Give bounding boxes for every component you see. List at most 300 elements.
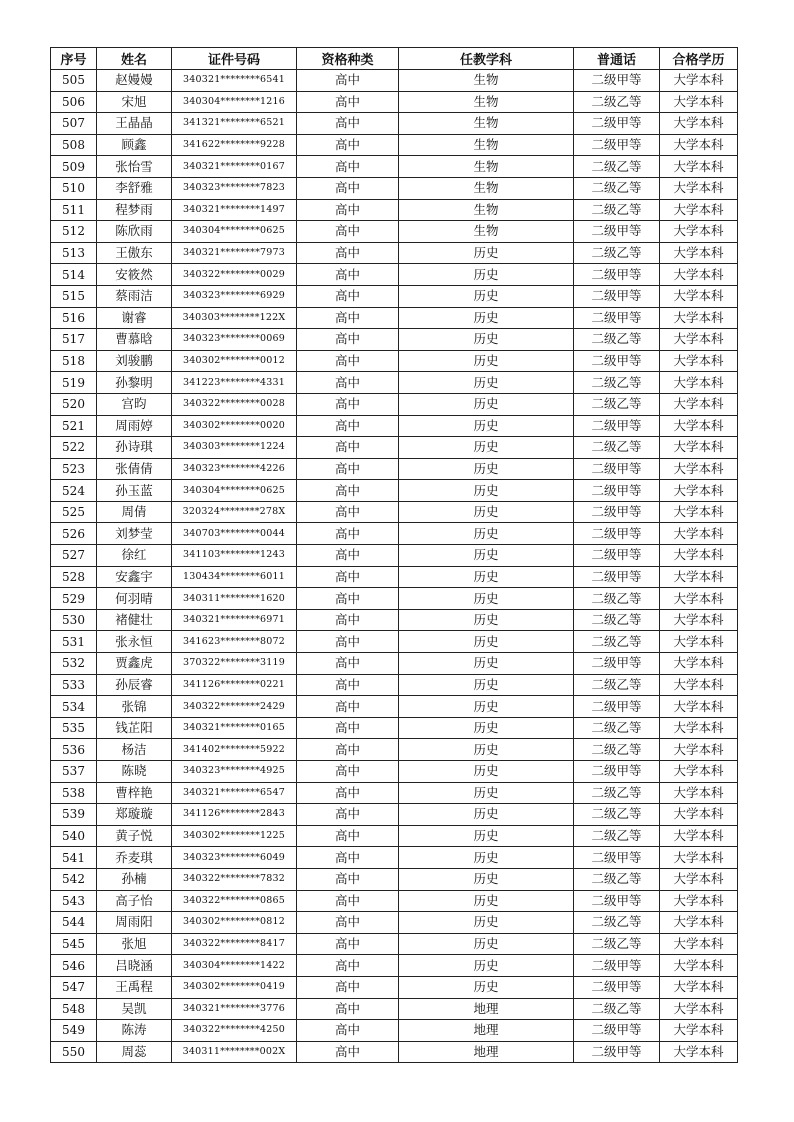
qualification-type-cell: 高中	[297, 1020, 399, 1042]
serial-cell: 530	[51, 609, 97, 631]
qualification-type-cell: 高中	[297, 825, 399, 847]
education-cell: 大学本科	[660, 307, 738, 329]
education-cell: 大学本科	[660, 480, 738, 502]
subject-cell: 历史	[399, 653, 574, 675]
qualification-type-cell: 高中	[297, 523, 399, 545]
qualification-type-cell: 高中	[297, 458, 399, 480]
id-number-cell: 340322********2429	[172, 696, 297, 718]
qualification-type-cell: 高中	[297, 545, 399, 567]
id-number-cell: 340304********0625	[172, 221, 297, 243]
mandarin-level-cell: 二级乙等	[574, 372, 660, 394]
education-cell: 大学本科	[660, 91, 738, 113]
qualification-type-cell: 高中	[297, 609, 399, 631]
mandarin-level-cell: 二级乙等	[574, 998, 660, 1020]
name-cell: 程梦雨	[97, 199, 172, 221]
education-cell: 大学本科	[660, 631, 738, 653]
education-cell: 大学本科	[660, 1041, 738, 1063]
qualification-type-cell: 高中	[297, 264, 399, 286]
mandarin-level-cell: 二级乙等	[574, 717, 660, 739]
qualification-type-cell: 高中	[297, 113, 399, 135]
mandarin-level-cell: 二级乙等	[574, 804, 660, 826]
name-cell: 杨洁	[97, 739, 172, 761]
subject-cell: 历史	[399, 782, 574, 804]
qualification-type-cell: 高中	[297, 998, 399, 1020]
id-number-cell: 340323********7823	[172, 177, 297, 199]
id-number-cell: 340703********0044	[172, 523, 297, 545]
subject-cell: 历史	[399, 393, 574, 415]
subject-cell: 生物	[399, 156, 574, 178]
subject-cell: 历史	[399, 955, 574, 977]
serial-cell: 528	[51, 566, 97, 588]
qualification-type-cell: 高中	[297, 674, 399, 696]
id-number-cell: 340303********1224	[172, 437, 297, 459]
name-cell: 刘骏鹏	[97, 350, 172, 372]
serial-cell: 521	[51, 415, 97, 437]
table-row	[51, 998, 738, 1020]
table-row	[51, 285, 738, 307]
name-cell: 刘梦莹	[97, 523, 172, 545]
mandarin-level-cell: 二级乙等	[574, 156, 660, 178]
table-row	[51, 545, 738, 567]
mandarin-level-cell: 二级乙等	[574, 609, 660, 631]
id-number-cell: 340323********4925	[172, 761, 297, 783]
serial-cell: 531	[51, 631, 97, 653]
header-id-number: 证件号码	[172, 48, 297, 70]
id-number-cell: 341622********9228	[172, 134, 297, 156]
qualification-type-cell: 高中	[297, 70, 399, 92]
table-row	[51, 717, 738, 739]
education-cell: 大学本科	[660, 501, 738, 523]
education-cell: 大学本科	[660, 437, 738, 459]
subject-cell: 地理	[399, 998, 574, 1020]
qualification-type-cell: 高中	[297, 372, 399, 394]
name-cell: 顾鑫	[97, 134, 172, 156]
subject-cell: 历史	[399, 285, 574, 307]
mandarin-level-cell: 二级乙等	[574, 199, 660, 221]
subject-cell: 历史	[399, 847, 574, 869]
serial-cell: 508	[51, 134, 97, 156]
qualification-type-cell: 高中	[297, 566, 399, 588]
subject-cell: 生物	[399, 177, 574, 199]
id-number-cell: 341402********5922	[172, 739, 297, 761]
subject-cell: 历史	[399, 264, 574, 286]
header-name: 姓名	[97, 48, 172, 70]
serial-cell: 518	[51, 350, 97, 372]
serial-cell: 513	[51, 242, 97, 264]
mandarin-level-cell: 二级甲等	[574, 307, 660, 329]
id-number-cell: 341126********2843	[172, 804, 297, 826]
qualification-type-cell: 高中	[297, 134, 399, 156]
id-number-cell: 340322********7832	[172, 868, 297, 890]
serial-cell: 541	[51, 847, 97, 869]
name-cell: 孙诗琪	[97, 437, 172, 459]
mandarin-level-cell: 二级甲等	[574, 1041, 660, 1063]
name-cell: 吕晓涵	[97, 955, 172, 977]
table-row	[51, 912, 738, 934]
serial-cell: 506	[51, 91, 97, 113]
serial-cell: 510	[51, 177, 97, 199]
serial-cell: 511	[51, 199, 97, 221]
qualification-type-cell: 高中	[297, 739, 399, 761]
serial-cell: 543	[51, 890, 97, 912]
subject-cell: 历史	[399, 933, 574, 955]
mandarin-level-cell: 二级甲等	[574, 761, 660, 783]
qualification-type-cell: 高中	[297, 782, 399, 804]
mandarin-level-cell: 二级乙等	[574, 91, 660, 113]
qualification-type-cell: 高中	[297, 955, 399, 977]
qualification-type-cell: 高中	[297, 933, 399, 955]
id-number-cell: 370322********3119	[172, 653, 297, 675]
subject-cell: 历史	[399, 717, 574, 739]
id-number-cell: 340302********1225	[172, 825, 297, 847]
education-cell: 大学本科	[660, 696, 738, 718]
mandarin-level-cell: 二级甲等	[574, 523, 660, 545]
table-row	[51, 890, 738, 912]
education-cell: 大学本科	[660, 912, 738, 934]
subject-cell: 历史	[399, 868, 574, 890]
name-cell: 王禹程	[97, 976, 172, 998]
subject-cell: 历史	[399, 350, 574, 372]
table-row	[51, 437, 738, 459]
serial-cell: 535	[51, 717, 97, 739]
subject-cell: 历史	[399, 890, 574, 912]
mandarin-level-cell: 二级甲等	[574, 264, 660, 286]
mandarin-level-cell: 二级乙等	[574, 782, 660, 804]
id-number-cell: 340321********6541	[172, 70, 297, 92]
name-cell: 张倩倩	[97, 458, 172, 480]
id-number-cell: 340321********0165	[172, 717, 297, 739]
qualification-type-cell: 高中	[297, 350, 399, 372]
mandarin-level-cell: 二级乙等	[574, 739, 660, 761]
table-row	[51, 523, 738, 545]
mandarin-level-cell: 二级甲等	[574, 480, 660, 502]
education-cell: 大学本科	[660, 825, 738, 847]
id-number-cell: 340322********0865	[172, 890, 297, 912]
serial-cell: 549	[51, 1020, 97, 1042]
mandarin-level-cell: 二级甲等	[574, 696, 660, 718]
table-row	[51, 221, 738, 243]
education-cell: 大学本科	[660, 739, 738, 761]
mandarin-level-cell: 二级甲等	[574, 847, 660, 869]
subject-cell: 历史	[399, 674, 574, 696]
mandarin-level-cell: 二级乙等	[574, 177, 660, 199]
qualification-type-cell: 高中	[297, 156, 399, 178]
education-cell: 大学本科	[660, 523, 738, 545]
subject-cell: 历史	[399, 696, 574, 718]
table-row	[51, 177, 738, 199]
id-number-cell: 340302********0419	[172, 976, 297, 998]
subject-cell: 历史	[399, 912, 574, 934]
id-number-cell: 340323********4226	[172, 458, 297, 480]
header-subject: 任教学科	[399, 48, 574, 70]
qualification-type-cell: 高中	[297, 761, 399, 783]
subject-cell: 历史	[399, 609, 574, 631]
table-row	[51, 847, 738, 869]
table-row	[51, 933, 738, 955]
mandarin-level-cell: 二级乙等	[574, 393, 660, 415]
name-cell: 王晶晶	[97, 113, 172, 135]
name-cell: 陈晓	[97, 761, 172, 783]
id-number-cell: 340303********122X	[172, 307, 297, 329]
education-cell: 大学本科	[660, 890, 738, 912]
subject-cell: 地理	[399, 1020, 574, 1042]
qualification-type-cell: 高中	[297, 653, 399, 675]
id-number-cell: 340302********0020	[172, 415, 297, 437]
table-row	[51, 329, 738, 351]
serial-cell: 544	[51, 912, 97, 934]
mandarin-level-cell: 二级乙等	[574, 674, 660, 696]
id-number-cell: 340323********0069	[172, 329, 297, 351]
name-cell: 蔡雨洁	[97, 285, 172, 307]
serial-cell: 542	[51, 868, 97, 890]
subject-cell: 历史	[399, 480, 574, 502]
serial-cell: 525	[51, 501, 97, 523]
mandarin-level-cell: 二级甲等	[574, 890, 660, 912]
id-number-cell: 340321********1497	[172, 199, 297, 221]
qualification-type-cell: 高中	[297, 199, 399, 221]
qualification-type-cell: 高中	[297, 480, 399, 502]
serial-cell: 529	[51, 588, 97, 610]
serial-cell: 532	[51, 653, 97, 675]
education-cell: 大学本科	[660, 545, 738, 567]
qualification-type-cell: 高中	[297, 696, 399, 718]
table-row	[51, 70, 738, 92]
table-row	[51, 739, 738, 761]
education-cell: 大学本科	[660, 393, 738, 415]
id-number-cell: 340304********1216	[172, 91, 297, 113]
subject-cell: 历史	[399, 566, 574, 588]
id-number-cell: 340322********0029	[172, 264, 297, 286]
qualification-type-cell: 高中	[297, 912, 399, 934]
qualification-type-cell: 高中	[297, 285, 399, 307]
education-cell: 大学本科	[660, 177, 738, 199]
id-number-cell: 340322********4250	[172, 1020, 297, 1042]
mandarin-level-cell: 二级乙等	[574, 912, 660, 934]
mandarin-level-cell: 二级甲等	[574, 653, 660, 675]
serial-cell: 512	[51, 221, 97, 243]
table-row	[51, 307, 738, 329]
education-cell: 大学本科	[660, 717, 738, 739]
subject-cell: 生物	[399, 199, 574, 221]
education-cell: 大学本科	[660, 372, 738, 394]
name-cell: 高子怡	[97, 890, 172, 912]
mandarin-level-cell: 二级乙等	[574, 825, 660, 847]
education-cell: 大学本科	[660, 350, 738, 372]
table-row	[51, 199, 738, 221]
serial-cell: 509	[51, 156, 97, 178]
qualification-type-cell: 高中	[297, 415, 399, 437]
id-number-cell: 340304********0625	[172, 480, 297, 502]
name-cell: 宋旭	[97, 91, 172, 113]
qualification-type-cell: 高中	[297, 804, 399, 826]
qualification-type-cell: 高中	[297, 631, 399, 653]
mandarin-level-cell: 二级乙等	[574, 631, 660, 653]
mandarin-level-cell: 二级甲等	[574, 134, 660, 156]
qualification-type-cell: 高中	[297, 221, 399, 243]
serial-cell: 514	[51, 264, 97, 286]
mandarin-level-cell: 二级甲等	[574, 350, 660, 372]
serial-cell: 515	[51, 285, 97, 307]
subject-cell: 地理	[399, 1041, 574, 1063]
name-cell: 孙辰睿	[97, 674, 172, 696]
id-number-cell: 341126********0221	[172, 674, 297, 696]
id-number-cell: 341223********4331	[172, 372, 297, 394]
serial-cell: 539	[51, 804, 97, 826]
mandarin-level-cell: 二级甲等	[574, 501, 660, 523]
serial-cell: 538	[51, 782, 97, 804]
serial-cell: 545	[51, 933, 97, 955]
subject-cell: 历史	[399, 501, 574, 523]
table-row	[51, 91, 738, 113]
id-number-cell: 340323********6929	[172, 285, 297, 307]
id-number-cell: 340322********8417	[172, 933, 297, 955]
mandarin-level-cell: 二级乙等	[574, 933, 660, 955]
name-cell: 张锦	[97, 696, 172, 718]
id-number-cell: 340321********0167	[172, 156, 297, 178]
mandarin-level-cell: 二级乙等	[574, 868, 660, 890]
name-cell: 孙楠	[97, 868, 172, 890]
id-number-cell: 340321********6547	[172, 782, 297, 804]
table-row	[51, 609, 738, 631]
name-cell: 周雨阳	[97, 912, 172, 934]
qualification-type-cell: 高中	[297, 1041, 399, 1063]
subject-cell: 历史	[399, 631, 574, 653]
mandarin-level-cell: 二级乙等	[574, 329, 660, 351]
name-cell: 李舒雅	[97, 177, 172, 199]
name-cell: 钱芷阳	[97, 717, 172, 739]
name-cell: 乔麦琪	[97, 847, 172, 869]
education-cell: 大学本科	[660, 415, 738, 437]
serial-cell: 550	[51, 1041, 97, 1063]
mandarin-level-cell: 二级甲等	[574, 415, 660, 437]
name-cell: 郑璇璇	[97, 804, 172, 826]
subject-cell: 历史	[399, 739, 574, 761]
table-row	[51, 955, 738, 977]
name-cell: 黄子悦	[97, 825, 172, 847]
qualification-type-cell: 高中	[297, 242, 399, 264]
name-cell: 陈涛	[97, 1020, 172, 1042]
table-row	[51, 501, 738, 523]
id-number-cell: 341103********1243	[172, 545, 297, 567]
table-row	[51, 674, 738, 696]
serial-cell: 522	[51, 437, 97, 459]
id-number-cell: 340321********7973	[172, 242, 297, 264]
mandarin-level-cell: 二级甲等	[574, 285, 660, 307]
education-cell: 大学本科	[660, 847, 738, 869]
subject-cell: 历史	[399, 976, 574, 998]
table-row	[51, 415, 738, 437]
mandarin-level-cell: 二级甲等	[574, 221, 660, 243]
serial-cell: 548	[51, 998, 97, 1020]
name-cell: 周雨婷	[97, 415, 172, 437]
education-cell: 大学本科	[660, 868, 738, 890]
qualification-type-cell: 高中	[297, 501, 399, 523]
name-cell: 安筱然	[97, 264, 172, 286]
name-cell: 何羽晴	[97, 588, 172, 610]
id-number-cell: 130434********6011	[172, 566, 297, 588]
qualification-type-cell: 高中	[297, 329, 399, 351]
serial-cell: 505	[51, 70, 97, 92]
qualification-type-cell: 高中	[297, 717, 399, 739]
education-cell: 大学本科	[660, 976, 738, 998]
education-cell: 大学本科	[660, 70, 738, 92]
education-cell: 大学本科	[660, 588, 738, 610]
education-cell: 大学本科	[660, 221, 738, 243]
mandarin-level-cell: 二级甲等	[574, 458, 660, 480]
qualification-type-cell: 高中	[297, 588, 399, 610]
name-cell: 吴凯	[97, 998, 172, 1020]
qualification-type-cell: 高中	[297, 847, 399, 869]
subject-cell: 历史	[399, 307, 574, 329]
header-education: 合格学历	[660, 48, 738, 70]
qualification-type-cell: 高中	[297, 437, 399, 459]
qualification-type-cell: 高中	[297, 890, 399, 912]
subject-cell: 生物	[399, 113, 574, 135]
mandarin-level-cell: 二级乙等	[574, 588, 660, 610]
subject-cell: 历史	[399, 825, 574, 847]
mandarin-level-cell: 二级甲等	[574, 545, 660, 567]
subject-cell: 历史	[399, 437, 574, 459]
serial-cell: 517	[51, 329, 97, 351]
education-cell: 大学本科	[660, 199, 738, 221]
table-row	[51, 566, 738, 588]
table-row	[51, 696, 738, 718]
serial-cell: 523	[51, 458, 97, 480]
table-row	[51, 588, 738, 610]
header-qualification-type: 资格种类	[297, 48, 399, 70]
subject-cell: 历史	[399, 761, 574, 783]
table-row	[51, 1020, 738, 1042]
subject-cell: 历史	[399, 458, 574, 480]
serial-cell: 540	[51, 825, 97, 847]
serial-cell: 546	[51, 955, 97, 977]
mandarin-level-cell: 二级甲等	[574, 976, 660, 998]
serial-cell: 524	[51, 480, 97, 502]
serial-cell: 536	[51, 739, 97, 761]
education-cell: 大学本科	[660, 782, 738, 804]
education-cell: 大学本科	[660, 458, 738, 480]
id-number-cell: 341321********6521	[172, 113, 297, 135]
subject-cell: 历史	[399, 372, 574, 394]
qualification-type-cell: 高中	[297, 307, 399, 329]
subject-cell: 生物	[399, 221, 574, 243]
education-cell: 大学本科	[660, 804, 738, 826]
serial-cell: 507	[51, 113, 97, 135]
name-cell: 徐红	[97, 545, 172, 567]
education-cell: 大学本科	[660, 329, 738, 351]
serial-cell: 534	[51, 696, 97, 718]
subject-cell: 历史	[399, 804, 574, 826]
table-header-row	[51, 48, 738, 70]
table-row	[51, 631, 738, 653]
name-cell: 孙黎明	[97, 372, 172, 394]
table-row	[51, 242, 738, 264]
name-cell: 周倩	[97, 501, 172, 523]
table-row	[51, 156, 738, 178]
qualification-type-cell: 高中	[297, 177, 399, 199]
table-row	[51, 350, 738, 372]
id-number-cell: 340321********3776	[172, 998, 297, 1020]
name-cell: 孙玉蓝	[97, 480, 172, 502]
subject-cell: 生物	[399, 91, 574, 113]
education-cell: 大学本科	[660, 285, 738, 307]
id-number-cell: 340304********1422	[172, 955, 297, 977]
education-cell: 大学本科	[660, 134, 738, 156]
id-number-cell: 341623********8072	[172, 631, 297, 653]
table-row	[51, 782, 738, 804]
table-row	[51, 113, 738, 135]
mandarin-level-cell: 二级甲等	[574, 113, 660, 135]
